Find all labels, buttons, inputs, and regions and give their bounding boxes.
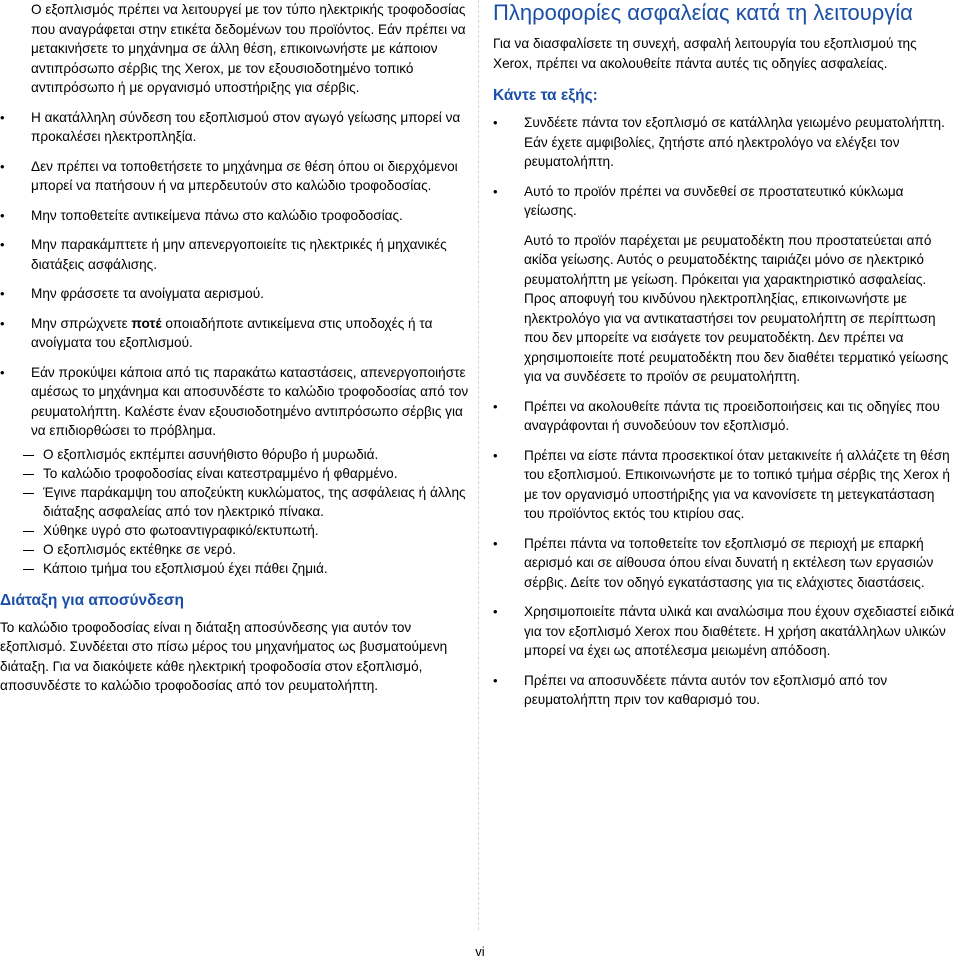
- list-item: • Πρέπει να είστε πάντα προσεκτικοί όταν μετακινείτε ή αλλάζετε τη θέση του εξοπλισμού. Επικοινωνήστε με το τοπικό τμήμα σέρβις της Xerox ή με τον οργανισμό υποστήριξης για να κανονίσετε τη μετεγκατάσταση του προϊόντος εκτός του κτιρίου σας.: [493, 446, 955, 524]
- instruction-list: [493, 113, 955, 710]
- list-item: • Μην παρακάμπτετε ή μην απενεργοποιείτε τις ηλεκτρικές ή μηχανικές διατάξεις ασφάλισης.: [0, 235, 470, 274]
- left-column: [0, 0, 470, 706]
- safety-bullet-list: [0, 0, 470, 441]
- condition-item: Κάποιο τμήμα του εξοπλισμού έχει πάθει ζημιά.: [0, 559, 470, 578]
- list-item: • Η ακατάλληλη σύνδεση του εξοπλισμού στον αγωγό γείωσης μπορεί να προκαλέσει ηλεκτροπληξία.: [0, 108, 470, 147]
- intro-paragraph: Για να διασφαλίσετε τη συνεχή, ασφαλή λειτουργία του εξοπλισμού της Xerox, πρέπει να ακολουθείτε πάντα αυτές τις οδηγίες ασφαλείας.: [493, 36, 917, 71]
- emphasis-text: ποτέ: [131, 315, 162, 331]
- page-title: Πληροφορίες ασφαλείας κατά τη λειτουργία: [493, 0, 913, 25]
- list-item-text: Μην σπρώχνετε: [31, 315, 132, 331]
- condition-item: Χύθηκε υγρό στο φωτοαντιγραφικό/εκτυπωτή.: [0, 521, 470, 540]
- condition-item: Ο εξοπλισμός εκτέθηκε σε νερό.: [0, 540, 470, 559]
- condition-item: Το καλώδιο τροφοδοσίας είναι κατεστραμμένο ή φθαρμένο.: [0, 464, 470, 483]
- list-item: • Δεν πρέπει να τοποθετήσετε το μηχάνημα σε θέση όπου οι διερχόμενοι μπορεί να πατήσουν ή να μπερδευτούν στο καλώδιο τροφοδοσίας.: [0, 157, 470, 196]
- column-divider: [478, 0, 479, 930]
- page-number: vi: [475, 944, 485, 959]
- list-item: • Αυτό το προϊόν πρέπει να συνδεθεί σε προστατευτικό κύκλωμα γείωσης.: [493, 182, 955, 221]
- section-heading: Διάταξη για αποσύνδεση: [0, 591, 184, 609]
- list-item: Ο εξοπλισμός πρέπει να λειτουργεί με τον τύπο ηλεκτρικής τροφοδοσίας που αναγράφεται στην ετικέτα δεδομένων του προϊόντος. Εάν πρέπει να μετακινήσετε το μηχάνημα σε άλλη θέση, επικοινωνήστε με κάποιον αντιπρόσωπο σέρβις της Xerox, με τον εξουσιοδοτημένο τοπικό αντιπρόσωπο ή με οργανισμό υποστήριξης για σέρβις.: [31, 2, 466, 95]
- list-item: • Πρέπει να ακολουθείτε πάντα τις προειδοποιήσεις και τις οδηγίες που αναγράφονται ή συνοδεύουν τον εξοπλισμό.: [493, 397, 955, 436]
- right-column: [493, 0, 955, 720]
- list-item: • Μην φράσσετε τα ανοίγματα αερισμού.: [0, 284, 470, 304]
- list-item: [0, 314, 470, 353]
- list-item: Αυτό το προϊόν παρέχεται με ρευματοδέκτη που προστατεύεται από ακίδα γείωσης. Αυτός ο ρευματοδέκτης ταιριάζει μόνο σε ηλεκτρικό ρευματολήπτη με γείωση. Πρόκειται για χαρακτηριστικό ασφαλείας. Προς αποφυγή του κινδύνου ηλεκτροπληξίας, επικοινωνήστε με ηλεκτρολόγο για να αντικαταστήσει τον ρευματολήπτη σε περίπτωση που δεν μπορείτε να εισάγετε τον ρευματοδέκτη. Δεν πρέπει να χρησιμοποιείτε ποτέ ρευματοδέκτη που δεν διαθέτει τερματικό γείωσης για να συνδέσετε το προϊόν σε ρευματολήπτη.: [524, 232, 949, 384]
- list-item: • Πρέπει να αποσυνδέετε πάντα αυτόν τον εξοπλισμό από τον ρευματολήπτη πριν τον καθαρισμό του.: [493, 671, 955, 710]
- list-item: • Χρησιμοποιείτε πάντα υλικά και αναλώσιμα που έχουν σχεδιαστεί ειδικά για τον εξοπλισμό Xerox που διαθέτετε. Η χρήση ακατάλληλων υλικών μπορεί να έχει ως αποτέλεσμα μειωμένη απόδοση.: [493, 602, 955, 661]
- condition-item: Έγινε παράκαμψη του αποζεύκτη κυκλώματος, της ασφάλειας ή άλλης διάταξης ασφαλείας από τον ηλεκτρικό πίνακα.: [0, 483, 470, 521]
- list-item: • Πρέπει πάντα να τοποθετείτε τον εξοπλισμό σε περιοχή με επαρκή αερισμό και σε αίθουσα όπου είναι δυνατή η εκτέλεση των εργασιών σέρβις. Δείτε τον οδηγό εγκατάστασης για τις ελάχιστες διαστάσεις.: [493, 534, 955, 593]
- list-item-text: οποιαδήποτε αντικείμενα στις υποδοχές ή τα ανοίγματα του εξοπλισμού.: [31, 315, 433, 350]
- section-paragraph: Το καλώδιο τροφοδοσίας είναι η διάταξη αποσύνδεσης για αυτόν τον εξοπλισμό. Συνδέεται στο πίσω μέρος του μηχανήματος ως βυσματούμενη διάταξη. Για να διακόψετε κάθε ηλεκτρική τροφοδοσία στον εξοπλισμό, αποσυνδέστε το καλώδιο τροφοδοσίας από τον ρευματολήπτη.: [0, 619, 448, 693]
- list-item: • Εάν προκύψει κάποια από τις παρακάτω καταστάσεις, απενεργοποιήστε αμέσως το μηχάνημα και αποσυνδέστε το καλώδιο τροφοδοσίας από τον ρευματολήπτη. Καλέστε έναν εξουσιοδοτημένο αντιπρόσωπο σέρβις για να επιδιορθώσει το πρόβλημα.: [0, 363, 470, 441]
- condition-list: [0, 445, 470, 578]
- condition-item: Ο εξοπλισμός εκπέμπει ασυνήθιστο θόρυβο ή μυρωδιά.: [0, 445, 470, 464]
- list-item: • Μην τοποθετείτε αντικείμενα πάνω στο καλώδιο τροφοδοσίας.: [0, 206, 470, 226]
- section-heading: Κάντε τα εξής:: [493, 87, 598, 104]
- list-item: • Συνδέετε πάντα τον εξοπλισμό σε κατάλληλα γειωμένο ρευματολήπτη. Εάν έχετε αμφιβολίες, ζητήστε από ηλεκτρολόγο να ελέγξει τον ρευματολήπτη.: [493, 113, 955, 172]
